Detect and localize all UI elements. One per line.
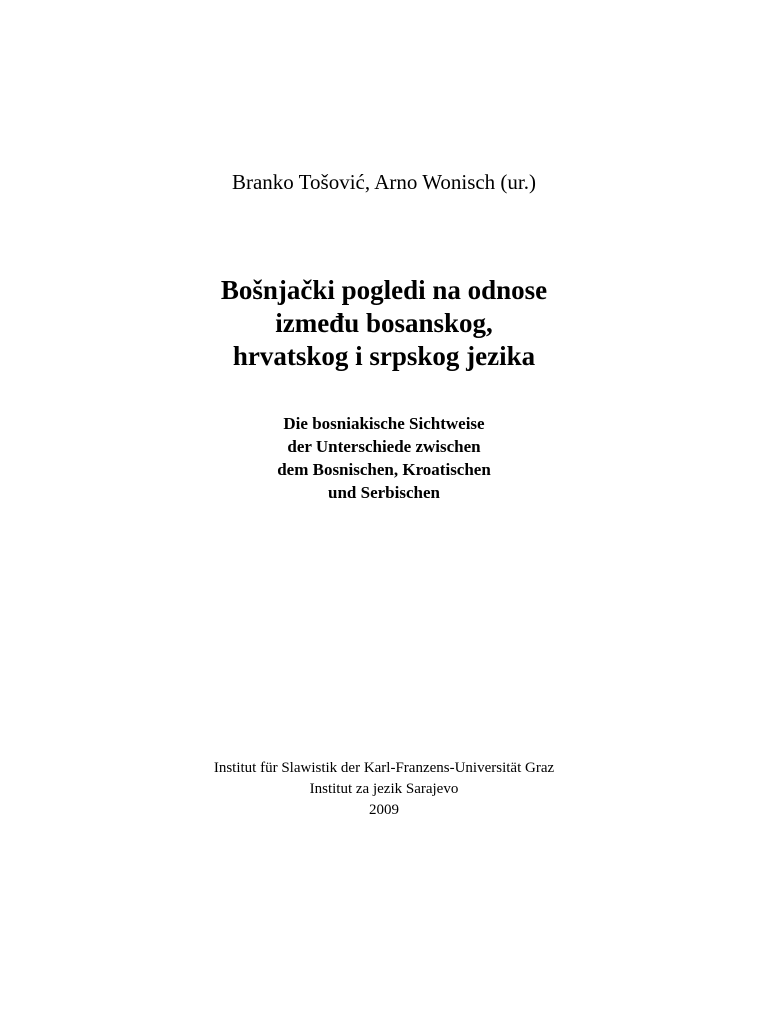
subtitle-line: der Unterschiede zwischen	[287, 437, 481, 456]
book-title	[0, 274, 768, 373]
editors: Branko Tošović, Arno Wonisch (ur.)	[231, 170, 537, 194]
subtitle-line: dem Bosnischen, Kroatischen	[277, 460, 491, 479]
title-line: hrvatskog i srpskog jezika	[232, 341, 536, 371]
title-line: između bosanskog,	[275, 308, 493, 338]
publisher-institute-sarajevo: Institut za jezik Sarajevo	[309, 781, 459, 797]
subtitle-line: Die bosniakische Sichtweise	[283, 414, 485, 433]
subtitle-line: und Serbischen	[328, 483, 440, 502]
book-subtitle	[0, 412, 768, 504]
publisher-institute-graz: Institut für Slawistik der Karl-Franzens-Universität Graz	[213, 760, 555, 776]
publication-year: 2009	[369, 802, 399, 818]
publisher-info	[0, 758, 768, 821]
title-line: Bošnjački pogledi na odnose	[220, 275, 548, 305]
